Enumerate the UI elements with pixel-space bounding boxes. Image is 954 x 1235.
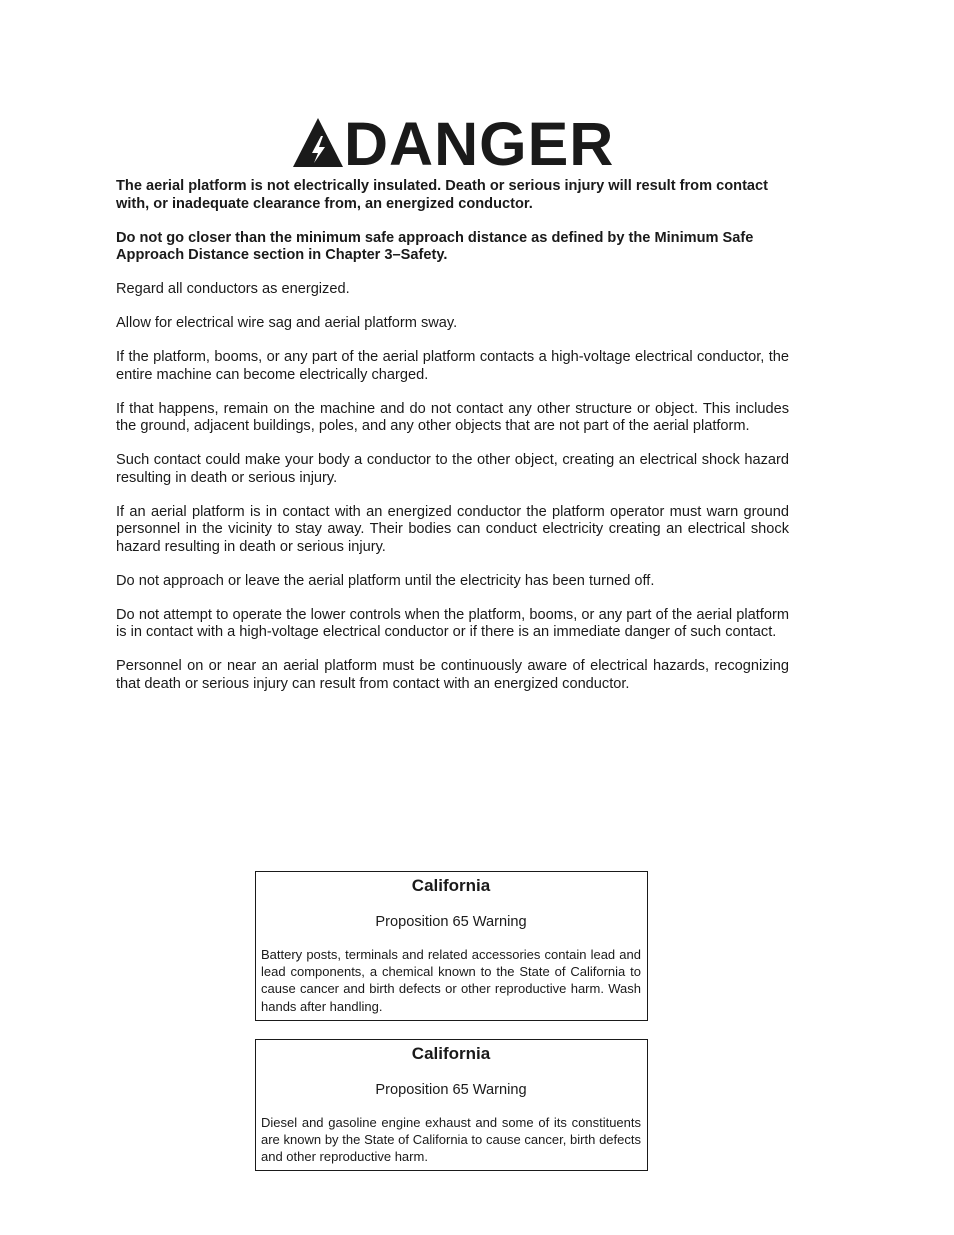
prop65-body: Diesel and gasoline engine exhaust and some of its constituents are known by the State of California to cause cancer, birth defects and other reproductive harm. bbox=[261, 1115, 641, 1165]
danger-paragraph: Regard all conductors as energized. bbox=[116, 281, 350, 297]
danger-paragraph: Allow for electrical wire sag and aerial platform sway. bbox=[116, 315, 458, 331]
prop65-body: Battery posts, terminals and related accessories contain lead and lead components, a chemical known to the State of California to cause cancer and birth defects or other reproductive harm. Wash hands after handling. bbox=[261, 947, 641, 1014]
danger-body bbox=[116, 178, 789, 710]
electrical-hazard-triangle-icon bbox=[292, 116, 344, 168]
prop65-exhaust-warning-box bbox=[255, 1039, 648, 1171]
danger-paragraph: If an aerial platform is in contact with an energized conductor the platform operator must warn ground personnel in the vicinity to stay away. Their bodies can conduct electricity creating an electrical shock hazard resulting in death or serious injury. bbox=[116, 503, 789, 555]
danger-paragraph: Personnel on or near an aerial platform must be continuously aware of electrical hazards, recognizing that death or serious injury can result from contact with an energized conductor. bbox=[116, 658, 789, 692]
danger-paragraph: If the platform, booms, or any part of the aerial platform contacts a high-voltage electrical conductor, the entire machine can become electrically charged. bbox=[116, 349, 789, 383]
danger-paragraph: Do not attempt to operate the lower controls when the platform, booms, or any part of the aerial platform is in contact with a high-voltage electrical conductor or if there is an immediate danger of such contact. bbox=[116, 606, 789, 640]
danger-paragraph: Do not go closer than the minimum safe approach distance as defined by the Minimum Safe Approach Distance section in Chapter 3–Safety. bbox=[116, 229, 754, 263]
danger-paragraph: If that happens, remain on the machine and do not contact any other structure or object. This includes the ground, adjacent buildings, poles, and any other objects that are not part of the aerial platform. bbox=[116, 400, 789, 434]
prop65-subtitle: Proposition 65 Warning bbox=[375, 1082, 527, 1098]
danger-paragraph: Such contact could make your body a conductor to the other object, creating an electrical shock hazard resulting in death or serious injury. bbox=[116, 452, 789, 486]
prop65-battery-warning-box bbox=[255, 871, 648, 1021]
danger-paragraph: The aerial platform is not electrically insulated. Death or serious injury will result from contact with, or inadequate clearance from, an energized conductor. bbox=[116, 178, 769, 212]
danger-paragraph: Do not approach or leave the aerial platform until the electricity has been turned off. bbox=[116, 572, 655, 589]
danger-title: DANGER bbox=[344, 110, 615, 178]
prop65-subtitle: Proposition 65 Warning bbox=[375, 914, 527, 930]
danger-header bbox=[292, 110, 615, 178]
prop65-title: California bbox=[411, 876, 491, 895]
prop65-title: California bbox=[411, 1044, 491, 1063]
